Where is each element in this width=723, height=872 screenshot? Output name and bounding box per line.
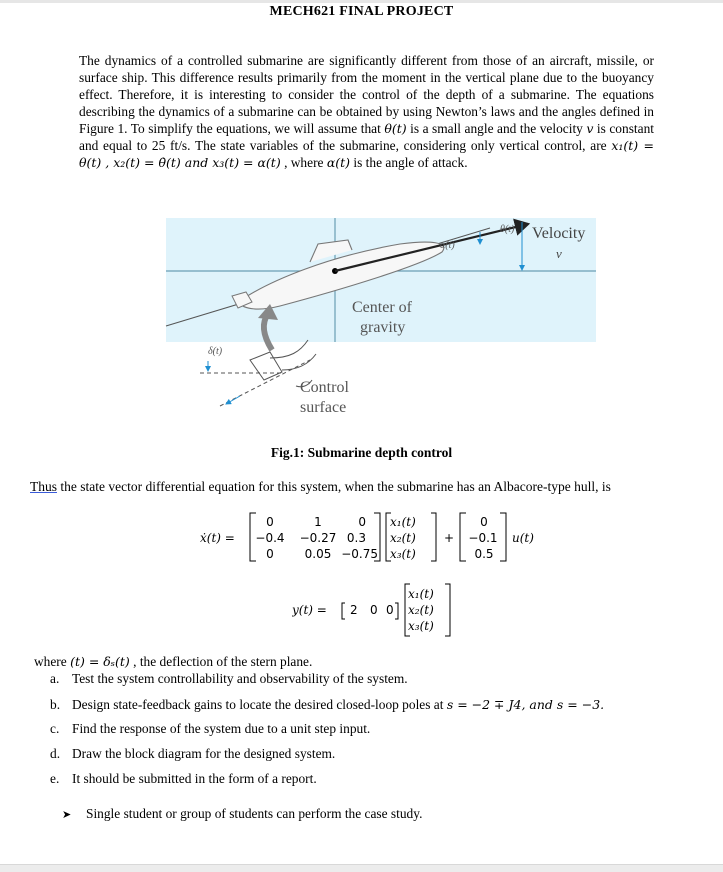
c-matrix-right-bracket — [395, 603, 398, 619]
thus-text: the state vector differential equation for this system, when the submarine has an Albacore-type hull, is — [57, 479, 611, 494]
submarine-figure — [160, 210, 600, 425]
b-vector-left-bracket — [460, 513, 466, 561]
a-matrix-cell: 1 — [314, 515, 322, 529]
b-vector-cell: 0 — [480, 515, 488, 529]
a-matrix-cell: 0.3 — [346, 531, 366, 545]
task-item-e — [50, 771, 317, 787]
a-matrix-cell: 0 — [266, 547, 274, 561]
intro-text-2: is a small angle and the velocity — [406, 121, 587, 136]
output-x-cell: x₁(t) — [408, 587, 434, 601]
c-matrix-left-bracket — [342, 603, 345, 619]
submarine-diagram — [160, 210, 600, 425]
bullet-note — [62, 806, 422, 822]
arrow-bullet-icon: ➤ — [62, 808, 72, 821]
control-surface-label-2: surface — [300, 399, 347, 416]
figure-caption: Fig.1: Submarine depth control — [270, 445, 453, 460]
x-vector-right-bracket — [431, 513, 436, 561]
delta-label: δ(t) — [208, 346, 223, 357]
task-label: d. — [50, 746, 61, 761]
task-text: Test the system controllability and observability of the system. — [72, 671, 408, 686]
a-matrix-cell: −0.4 — [255, 531, 285, 545]
center-of-gravity-label-1: Center of — [352, 299, 412, 316]
plus-sign: + — [444, 531, 455, 545]
c-matrix-cell: 0 — [370, 603, 378, 617]
a-matrix-cell: 0 — [358, 515, 366, 529]
thus-sentence — [30, 479, 611, 495]
task-item-d — [50, 746, 335, 762]
task-item-c — [50, 721, 370, 737]
task-text: It should be submitted in the form of a report. — [72, 771, 317, 786]
task-item-a — [50, 671, 408, 687]
thus-underlined-word: Thus — [30, 479, 57, 494]
task-label: a. — [50, 671, 60, 686]
task-label: e. — [50, 771, 60, 786]
task-text: Draw the block diagram for the designed system. — [72, 746, 336, 761]
b-vector-right-bracket — [500, 513, 506, 561]
input-u: u(t) — [512, 531, 534, 545]
b-vector-cell: −0.1 — [468, 531, 498, 545]
intro-paragraph — [79, 52, 654, 171]
task-text: Find the response of the system due to a unit step input. — [72, 721, 371, 736]
output-x-cell: x₃(t) — [408, 619, 434, 633]
x-vector-cell: x₂(t) — [390, 531, 416, 545]
top-border — [0, 0, 723, 3]
task-text: Design state-feedback gains to locate the desired closed-loop poles at — [72, 697, 447, 712]
where-suffix: , the deflection of the stern plane. — [129, 654, 313, 669]
where-prefix: where — [34, 654, 71, 669]
task-math-poles: s = −2 ∓ J4, and s = −3. — [446, 697, 605, 712]
where-math: (t) = δₛ(t) — [70, 654, 130, 669]
bullet-text: Single student or group of students can perform the case study. — [86, 806, 423, 821]
a-matrix-cell: −0.75 — [341, 547, 378, 561]
state-equation — [200, 510, 560, 564]
output-equation-lhs: y(t) = — [292, 603, 327, 617]
velocity-label: Velocity — [532, 225, 586, 242]
velocity-symbol: v — [556, 246, 562, 261]
intro-math-states: x₁(t) = θ(t) , x₂(t) = θ̇(t) and x₃(t) = α(t) — [79, 138, 654, 170]
page-title: MECH621 FINAL PROJECT — [269, 4, 454, 19]
intro-text-5: is the angle of attack. — [350, 155, 468, 170]
task-item-b — [50, 697, 604, 713]
c-matrix-cell: 0 — [386, 603, 394, 617]
intro-text-3: is constant and equal to 25 ft/s. The state variables of the submarine, considering only vertical control, are — [79, 121, 654, 153]
x-vector-cell: x₃(t) — [390, 547, 416, 561]
theta-label: θ(t) — [500, 224, 515, 235]
c-matrix-cell: 2 — [350, 603, 358, 617]
state-equation-lhs: ẋ(t) = — [200, 531, 235, 545]
center-of-gravity-label-2: gravity — [360, 319, 406, 336]
a-matrix-cell: −0.27 — [299, 531, 337, 545]
task-label: c. — [50, 721, 60, 736]
a-matrix-cell: 0 — [266, 515, 274, 529]
intro-text-4: , where — [280, 155, 327, 170]
output-x-cell: x₂(t) — [408, 603, 434, 617]
alpha-label: α(t) — [440, 240, 455, 251]
a-matrix-cell: 0.05 — [304, 547, 332, 561]
intro-math-v: v — [586, 121, 594, 136]
task-label: b. — [50, 697, 61, 712]
control-surface-label-1: Control — [300, 379, 349, 396]
output-equation — [292, 580, 472, 640]
where-line — [34, 654, 312, 670]
x-vector-cell: x₁(t) — [390, 515, 416, 529]
intro-text-1: The dynamics of a controlled submarine are significantly different from those of an aircraft, missile, or surface ship. This difference results primarily from the moment in the vertical plane due to the buoyancy effect. Therefore, it is interesting to consider the control of the depth of a submarine. The equations describing the dynamics of a submarine can be obtained by using Newton’s laws and the angles defined in Figure 1. To simplify the equations, we will assume that — [79, 53, 654, 136]
intro-math-alpha: α(t) — [326, 155, 351, 170]
intro-math-theta: θ(t) — [384, 121, 407, 136]
b-vector-cell: 0.5 — [474, 547, 494, 561]
output-x-right-bracket — [445, 584, 450, 636]
